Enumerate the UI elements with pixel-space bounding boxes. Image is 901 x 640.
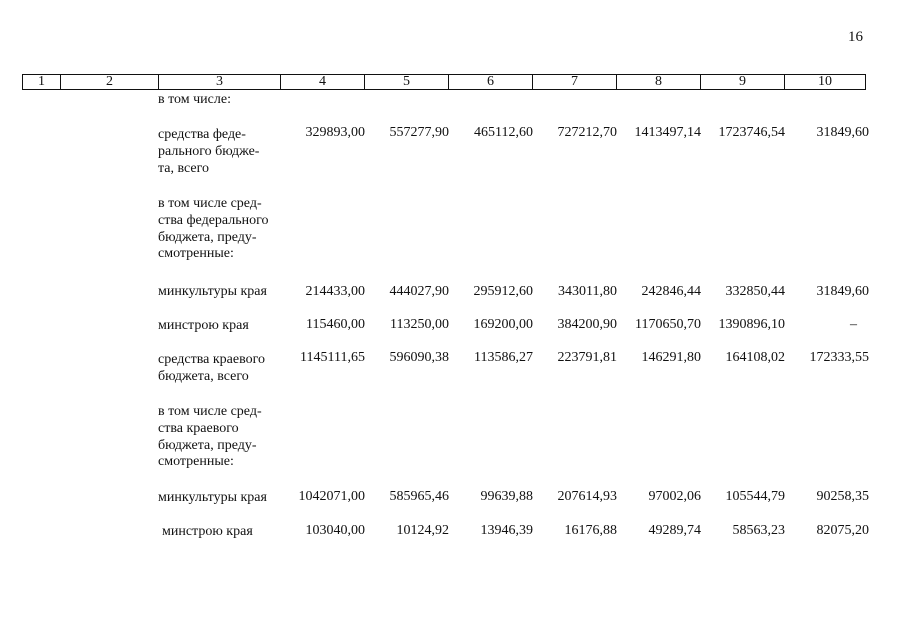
table-cell: 58563,23 <box>732 523 785 538</box>
table-cell: 113586,27 <box>474 350 533 365</box>
table-cell: 1170650,70 <box>635 317 701 332</box>
table-cell: 332850,44 <box>725 284 785 299</box>
table-cell: 207614,93 <box>557 489 617 504</box>
table-cell: 343011,80 <box>558 284 617 299</box>
row-label: в том числе сред- ства федерального бюджета, преду- смотренные: <box>158 196 269 262</box>
table-cell: 146291,80 <box>641 350 701 365</box>
header-col-8: 8 <box>617 75 701 89</box>
table-cell: 169200,00 <box>473 317 533 332</box>
table-cell: 727212,70 <box>557 125 617 140</box>
table-cell: 1413497,14 <box>634 125 701 140</box>
row-label: в том числе сред- ства краевого бюджета, преду- смотренные: <box>158 404 262 470</box>
row-label: минкультуры края <box>158 490 267 505</box>
header-col-3: 3 <box>159 75 281 89</box>
table-cell: 172333,55 <box>809 350 869 365</box>
table-cell: 99639,88 <box>480 489 533 504</box>
table-cell: 1723746,54 <box>718 125 785 140</box>
table-cell: 465112,60 <box>474 125 533 140</box>
table-cell: 242846,44 <box>641 284 701 299</box>
table-cell: 113250,00 <box>390 317 449 332</box>
table-cell: 82075,20 <box>816 523 869 538</box>
table-cell: 1145111,65 <box>300 350 365 365</box>
table-cell: 31849,60 <box>816 284 869 299</box>
table-cell: 103040,00 <box>305 523 365 538</box>
table-cell: 105544,79 <box>725 489 785 504</box>
row-label: в том числе: <box>158 92 231 107</box>
table-cell: 49289,74 <box>648 523 701 538</box>
header-col-6: 6 <box>449 75 533 89</box>
table-cell: 31849,60 <box>816 125 869 140</box>
table-cell: 223791,81 <box>557 350 617 365</box>
table-cell: 214433,00 <box>305 284 365 299</box>
row-label: минстрою края <box>158 318 249 333</box>
header-col-9: 9 <box>701 75 785 89</box>
column-number-header <box>22 74 866 90</box>
table-cell: 164108,02 <box>725 350 785 365</box>
table-cell: 585965,46 <box>389 489 449 504</box>
page-number: 16 <box>848 29 863 45</box>
row-label: средства феде- рального бюдже- та, всего <box>158 127 260 176</box>
header-col-7: 7 <box>533 75 617 89</box>
table-cell: 384200,90 <box>557 317 617 332</box>
row-label: минкультуры края <box>158 284 267 299</box>
table-cell: 557277,90 <box>389 125 449 140</box>
table-cell: 10124,92 <box>396 523 449 538</box>
table-cell: 444027,90 <box>389 284 449 299</box>
table-cell: 97002,06 <box>648 489 701 504</box>
table-cell: 90258,35 <box>816 489 869 504</box>
table-cell: 295912,60 <box>473 284 533 299</box>
table-cell: 1390896,10 <box>718 317 785 332</box>
header-col-1: 1 <box>23 75 61 89</box>
table-cell: 596090,38 <box>389 350 449 365</box>
table-cell: 1042071,00 <box>298 489 365 504</box>
table-cell: 329893,00 <box>305 125 365 140</box>
table-cell: – <box>850 317 857 332</box>
table-cell: 115460,00 <box>306 317 365 332</box>
header-col-4: 4 <box>281 75 365 89</box>
header-col-5: 5 <box>365 75 449 89</box>
header-col-2: 2 <box>61 75 159 89</box>
table-cell: 13946,39 <box>480 523 533 538</box>
header-col-10: 10 <box>818 74 832 89</box>
row-label: минстрою края <box>162 524 253 539</box>
row-label: средства краевого бюджета, всего <box>158 352 265 384</box>
table-cell: 16176,88 <box>564 523 617 538</box>
